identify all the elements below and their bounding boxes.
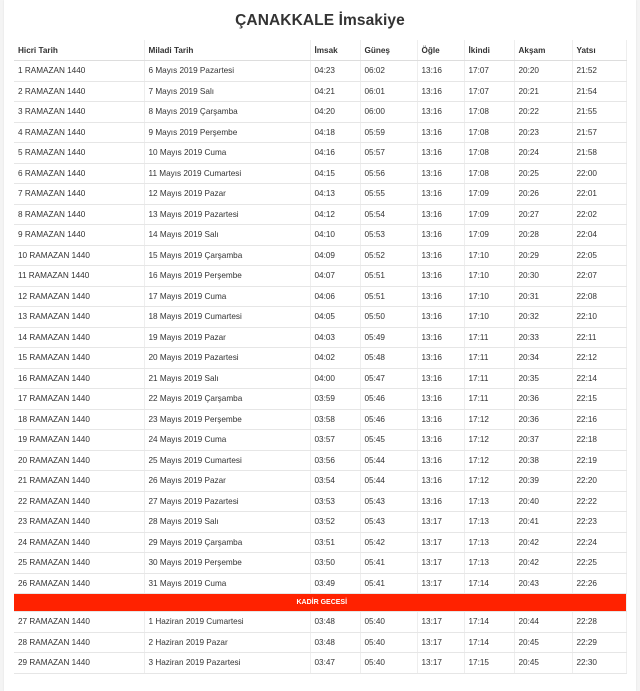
cell-gunes: 05:46 <box>360 389 417 410</box>
cell-ogle: 13:16 <box>417 327 464 348</box>
header-ikindi: İkindi <box>464 40 514 61</box>
table-row <box>14 632 626 653</box>
header-gunes: Güneş <box>360 40 417 61</box>
cell-imsak: 03:57 <box>310 430 360 451</box>
cell-ogle: 13:17 <box>417 512 464 533</box>
table-row <box>14 471 626 492</box>
cell-ogle: 13:16 <box>417 409 464 430</box>
cell-imsak: 04:05 <box>310 307 360 328</box>
cell-imsak: 03:59 <box>310 389 360 410</box>
table-row <box>14 553 626 574</box>
cell-aksam: 20:42 <box>514 532 572 553</box>
cell-imsak: 04:10 <box>310 225 360 246</box>
cell-imsak: 04:23 <box>310 61 360 82</box>
cell-hicri-tarih: 19 RAMAZAN 1440 <box>14 430 144 451</box>
cell-miladi-tarih: 1 Haziran 2019 Cumartesi <box>144 612 310 633</box>
cell-imsak: 04:00 <box>310 368 360 389</box>
cell-gunes: 05:44 <box>360 471 417 492</box>
cell-yatsi: 21:54 <box>572 81 626 102</box>
cell-imsak: 04:02 <box>310 348 360 369</box>
cell-gunes: 05:48 <box>360 348 417 369</box>
cell-imsak: 04:12 <box>310 204 360 225</box>
cell-ikindi: 17:11 <box>464 368 514 389</box>
cell-imsak: 03:47 <box>310 653 360 674</box>
header-hicri-tarih: Hicri Tarih <box>14 40 144 61</box>
cell-hicri-tarih: 15 RAMAZAN 1440 <box>14 348 144 369</box>
cell-miladi-tarih: 30 Mayıs 2019 Perşembe <box>144 553 310 574</box>
cell-ogle: 13:16 <box>417 307 464 328</box>
cell-aksam: 20:43 <box>514 573 572 594</box>
cell-aksam: 20:44 <box>514 612 572 633</box>
cell-aksam: 20:30 <box>514 266 572 287</box>
cell-miladi-tarih: 22 Mayıs 2019 Çarşamba <box>144 389 310 410</box>
cell-yatsi: 22:26 <box>572 573 626 594</box>
cell-miladi-tarih: 23 Mayıs 2019 Perşembe <box>144 409 310 430</box>
cell-ikindi: 17:07 <box>464 61 514 82</box>
cell-gunes: 05:52 <box>360 245 417 266</box>
cell-hicri-tarih: 6 RAMAZAN 1440 <box>14 163 144 184</box>
cell-miladi-tarih: 16 Mayıs 2019 Perşembe <box>144 266 310 287</box>
cell-imsak: 04:09 <box>310 245 360 266</box>
cell-gunes: 05:46 <box>360 409 417 430</box>
cell-yatsi: 22:22 <box>572 491 626 512</box>
cell-aksam: 20:38 <box>514 450 572 471</box>
cell-yatsi: 22:12 <box>572 348 626 369</box>
table-row <box>14 327 626 348</box>
cell-ogle: 13:16 <box>417 430 464 451</box>
cell-aksam: 20:42 <box>514 553 572 574</box>
table-row <box>14 512 626 533</box>
cell-ogle: 13:16 <box>417 122 464 143</box>
cell-gunes: 05:44 <box>360 450 417 471</box>
table-row <box>14 163 626 184</box>
cell-ikindi: 17:09 <box>464 225 514 246</box>
cell-miladi-tarih: 24 Mayıs 2019 Cuma <box>144 430 310 451</box>
cell-imsak: 04:06 <box>310 286 360 307</box>
cell-imsak: 03:53 <box>310 491 360 512</box>
cell-yatsi: 21:52 <box>572 61 626 82</box>
header-yatsi: Yatsı <box>572 40 626 61</box>
cell-aksam: 20:32 <box>514 307 572 328</box>
cell-aksam: 20:24 <box>514 143 572 164</box>
cell-aksam: 20:36 <box>514 409 572 430</box>
cell-hicri-tarih: 23 RAMAZAN 1440 <box>14 512 144 533</box>
cell-aksam: 20:21 <box>514 81 572 102</box>
cell-ogle: 13:16 <box>417 143 464 164</box>
cell-miladi-tarih: 31 Mayıs 2019 Cuma <box>144 573 310 594</box>
header-imsak: İmsak <box>310 40 360 61</box>
cell-gunes: 05:53 <box>360 225 417 246</box>
cell-imsak: 03:58 <box>310 409 360 430</box>
cell-ikindi: 17:09 <box>464 184 514 205</box>
header-ogle: Öğle <box>417 40 464 61</box>
cell-hicri-tarih: 8 RAMAZAN 1440 <box>14 204 144 225</box>
prayer-times-table <box>14 40 627 674</box>
cell-miladi-tarih: 14 Mayıs 2019 Salı <box>144 225 310 246</box>
cell-ogle: 13:16 <box>417 184 464 205</box>
cell-imsak: 03:48 <box>310 632 360 653</box>
cell-aksam: 20:26 <box>514 184 572 205</box>
table-row <box>14 266 626 287</box>
page-title: ÇANAKKALE İmsakiye <box>235 12 405 29</box>
cell-ikindi: 17:09 <box>464 204 514 225</box>
cell-miladi-tarih: 2 Haziran 2019 Pazar <box>144 632 310 653</box>
table-row <box>14 184 626 205</box>
cell-miladi-tarih: 15 Mayıs 2019 Çarşamba <box>144 245 310 266</box>
cell-ogle: 13:16 <box>417 102 464 123</box>
cell-aksam: 20:41 <box>514 512 572 533</box>
cell-yatsi: 22:14 <box>572 368 626 389</box>
cell-aksam: 20:34 <box>514 348 572 369</box>
table-row <box>14 573 626 594</box>
cell-hicri-tarih: 27 RAMAZAN 1440 <box>14 612 144 633</box>
cell-hicri-tarih: 9 RAMAZAN 1440 <box>14 225 144 246</box>
table-row <box>14 245 626 266</box>
table-row <box>14 307 626 328</box>
cell-ogle: 13:17 <box>417 612 464 633</box>
cell-hicri-tarih: 28 RAMAZAN 1440 <box>14 632 144 653</box>
table-row <box>14 122 626 143</box>
cell-gunes: 05:56 <box>360 163 417 184</box>
cell-yatsi: 22:05 <box>572 245 626 266</box>
cell-ikindi: 17:13 <box>464 512 514 533</box>
cell-yatsi: 22:30 <box>572 653 626 674</box>
cell-yatsi: 22:10 <box>572 307 626 328</box>
cell-miladi-tarih: 18 Mayıs 2019 Cumartesi <box>144 307 310 328</box>
cell-ogle: 13:16 <box>417 471 464 492</box>
cell-imsak: 03:51 <box>310 532 360 553</box>
cell-ikindi: 17:14 <box>464 632 514 653</box>
table-row <box>14 81 626 102</box>
cell-yatsi: 21:57 <box>572 122 626 143</box>
cell-gunes: 05:40 <box>360 653 417 674</box>
table-row <box>14 430 626 451</box>
cell-ikindi: 17:12 <box>464 450 514 471</box>
cell-gunes: 06:02 <box>360 61 417 82</box>
cell-miladi-tarih: 9 Mayıs 2019 Perşembe <box>144 122 310 143</box>
cell-imsak: 03:49 <box>310 573 360 594</box>
cell-ikindi: 17:08 <box>464 122 514 143</box>
cell-ogle: 13:16 <box>417 245 464 266</box>
cell-gunes: 06:01 <box>360 81 417 102</box>
cell-aksam: 20:39 <box>514 471 572 492</box>
cell-ikindi: 17:13 <box>464 532 514 553</box>
cell-miladi-tarih: 13 Mayıs 2019 Pazartesi <box>144 204 310 225</box>
cell-gunes: 05:59 <box>360 122 417 143</box>
cell-gunes: 05:45 <box>360 430 417 451</box>
cell-hicri-tarih: 16 RAMAZAN 1440 <box>14 368 144 389</box>
table-row <box>14 368 626 389</box>
cell-ogle: 13:17 <box>417 553 464 574</box>
cell-hicri-tarih: 20 RAMAZAN 1440 <box>14 450 144 471</box>
cell-aksam: 20:45 <box>514 653 572 674</box>
cell-yatsi: 22:01 <box>572 184 626 205</box>
cell-aksam: 20:23 <box>514 122 572 143</box>
cell-ogle: 13:16 <box>417 491 464 512</box>
table-row <box>14 348 626 369</box>
cell-aksam: 20:35 <box>514 368 572 389</box>
table-row <box>14 450 626 471</box>
cell-imsak: 03:52 <box>310 512 360 533</box>
cell-ikindi: 17:08 <box>464 163 514 184</box>
cell-hicri-tarih: 26 RAMAZAN 1440 <box>14 573 144 594</box>
cell-yatsi: 22:08 <box>572 286 626 307</box>
cell-yatsi: 22:16 <box>572 409 626 430</box>
cell-ogle: 13:16 <box>417 389 464 410</box>
cell-yatsi: 22:18 <box>572 430 626 451</box>
cell-yatsi: 22:20 <box>572 471 626 492</box>
cell-yatsi: 22:29 <box>572 632 626 653</box>
cell-ikindi: 17:12 <box>464 409 514 430</box>
cell-aksam: 20:29 <box>514 245 572 266</box>
cell-miladi-tarih: 7 Mayıs 2019 Salı <box>144 81 310 102</box>
cell-gunes: 05:55 <box>360 184 417 205</box>
cell-gunes: 06:00 <box>360 102 417 123</box>
cell-ikindi: 17:10 <box>464 307 514 328</box>
cell-hicri-tarih: 24 RAMAZAN 1440 <box>14 532 144 553</box>
cell-aksam: 20:33 <box>514 327 572 348</box>
cell-aksam: 20:20 <box>514 61 572 82</box>
cell-gunes: 05:42 <box>360 532 417 553</box>
cell-miladi-tarih: 3 Haziran 2019 Pazartesi <box>144 653 310 674</box>
cell-imsak: 03:48 <box>310 612 360 633</box>
cell-aksam: 20:37 <box>514 430 572 451</box>
cell-miladi-tarih: 10 Mayıs 2019 Cuma <box>144 143 310 164</box>
table-row <box>14 143 626 164</box>
cell-gunes: 05:40 <box>360 612 417 633</box>
cell-imsak: 04:18 <box>310 122 360 143</box>
cell-imsak: 03:54 <box>310 471 360 492</box>
cell-ikindi: 17:11 <box>464 348 514 369</box>
cell-ikindi: 17:07 <box>464 81 514 102</box>
header-aksam: Akşam <box>514 40 572 61</box>
cell-yatsi: 22:23 <box>572 512 626 533</box>
cell-miladi-tarih: 28 Mayıs 2019 Salı <box>144 512 310 533</box>
cell-gunes: 05:41 <box>360 553 417 574</box>
cell-imsak: 04:07 <box>310 266 360 287</box>
cell-hicri-tarih: 7 RAMAZAN 1440 <box>14 184 144 205</box>
cell-miladi-tarih: 8 Mayıs 2019 Çarşamba <box>144 102 310 123</box>
cell-ogle: 13:16 <box>417 61 464 82</box>
cell-hicri-tarih: 14 RAMAZAN 1440 <box>14 327 144 348</box>
cell-hicri-tarih: 17 RAMAZAN 1440 <box>14 389 144 410</box>
cell-ogle: 13:16 <box>417 348 464 369</box>
cell-hicri-tarih: 5 RAMAZAN 1440 <box>14 143 144 164</box>
table-row <box>14 409 626 430</box>
imsakiye-sheet <box>4 0 636 691</box>
cell-gunes: 05:43 <box>360 491 417 512</box>
cell-miladi-tarih: 12 Mayıs 2019 Pazar <box>144 184 310 205</box>
cell-aksam: 20:25 <box>514 163 572 184</box>
cell-hicri-tarih: 22 RAMAZAN 1440 <box>14 491 144 512</box>
cell-miladi-tarih: 27 Mayıs 2019 Pazartesi <box>144 491 310 512</box>
cell-hicri-tarih: 3 RAMAZAN 1440 <box>14 102 144 123</box>
table-body <box>14 61 626 674</box>
cell-yatsi: 22:07 <box>572 266 626 287</box>
cell-ogle: 13:16 <box>417 266 464 287</box>
cell-yatsi: 22:11 <box>572 327 626 348</box>
cell-imsak: 04:20 <box>310 102 360 123</box>
cell-ikindi: 17:10 <box>464 286 514 307</box>
cell-gunes: 05:40 <box>360 632 417 653</box>
table-row <box>14 102 626 123</box>
cell-hicri-tarih: 29 RAMAZAN 1440 <box>14 653 144 674</box>
cell-hicri-tarih: 2 RAMAZAN 1440 <box>14 81 144 102</box>
cell-yatsi: 22:15 <box>572 389 626 410</box>
cell-gunes: 05:43 <box>360 512 417 533</box>
cell-ikindi: 17:10 <box>464 245 514 266</box>
cell-miladi-tarih: 21 Mayıs 2019 Salı <box>144 368 310 389</box>
cell-imsak: 04:21 <box>310 81 360 102</box>
cell-miladi-tarih: 26 Mayıs 2019 Pazar <box>144 471 310 492</box>
table-row <box>14 491 626 512</box>
cell-ikindi: 17:12 <box>464 430 514 451</box>
cell-miladi-tarih: 19 Mayıs 2019 Pazar <box>144 327 310 348</box>
cell-imsak: 03:50 <box>310 553 360 574</box>
cell-aksam: 20:36 <box>514 389 572 410</box>
cell-miladi-tarih: 6 Mayıs 2019 Pazartesi <box>144 61 310 82</box>
cell-ikindi: 17:12 <box>464 471 514 492</box>
cell-gunes: 05:51 <box>360 266 417 287</box>
kadir-gecesi-label: KADİR GECESİ <box>14 594 626 612</box>
cell-imsak: 04:16 <box>310 143 360 164</box>
cell-ikindi: 17:08 <box>464 102 514 123</box>
cell-yatsi: 21:58 <box>572 143 626 164</box>
cell-yatsi: 21:55 <box>572 102 626 123</box>
kadir-gecesi-row <box>14 594 626 612</box>
cell-gunes: 05:49 <box>360 327 417 348</box>
cell-yatsi: 22:24 <box>572 532 626 553</box>
cell-ogle: 13:17 <box>417 573 464 594</box>
cell-gunes: 05:47 <box>360 368 417 389</box>
cell-aksam: 20:40 <box>514 491 572 512</box>
header-miladi-tarih: Miladi Tarih <box>144 40 310 61</box>
table-row <box>14 612 626 633</box>
cell-yatsi: 22:00 <box>572 163 626 184</box>
cell-imsak: 04:13 <box>310 184 360 205</box>
cell-ikindi: 17:11 <box>464 389 514 410</box>
cell-gunes: 05:54 <box>360 204 417 225</box>
cell-ogle: 13:17 <box>417 653 464 674</box>
cell-ogle: 13:16 <box>417 450 464 471</box>
cell-hicri-tarih: 10 RAMAZAN 1440 <box>14 245 144 266</box>
table-row <box>14 653 626 674</box>
cell-yatsi: 22:04 <box>572 225 626 246</box>
cell-ikindi: 17:14 <box>464 573 514 594</box>
cell-miladi-tarih: 25 Mayıs 2019 Cumartesi <box>144 450 310 471</box>
table-row <box>14 532 626 553</box>
cell-hicri-tarih: 1 RAMAZAN 1440 <box>14 61 144 82</box>
table-row <box>14 389 626 410</box>
cell-miladi-tarih: 29 Mayıs 2019 Çarşamba <box>144 532 310 553</box>
cell-miladi-tarih: 20 Mayıs 2019 Pazartesi <box>144 348 310 369</box>
cell-hicri-tarih: 12 RAMAZAN 1440 <box>14 286 144 307</box>
cell-ogle: 13:17 <box>417 532 464 553</box>
cell-ikindi: 17:13 <box>464 491 514 512</box>
cell-miladi-tarih: 11 Mayıs 2019 Cumartesi <box>144 163 310 184</box>
cell-ogle: 13:16 <box>417 225 464 246</box>
cell-imsak: 03:56 <box>310 450 360 471</box>
cell-gunes: 05:41 <box>360 573 417 594</box>
cell-ogle: 13:16 <box>417 286 464 307</box>
cell-ikindi: 17:14 <box>464 612 514 633</box>
table-row <box>14 225 626 246</box>
cell-aksam: 20:22 <box>514 102 572 123</box>
cell-hicri-tarih: 21 RAMAZAN 1440 <box>14 471 144 492</box>
cell-gunes: 05:51 <box>360 286 417 307</box>
cell-yatsi: 22:19 <box>572 450 626 471</box>
cell-hicri-tarih: 4 RAMAZAN 1440 <box>14 122 144 143</box>
cell-yatsi: 22:25 <box>572 553 626 574</box>
cell-imsak: 04:15 <box>310 163 360 184</box>
cell-hicri-tarih: 11 RAMAZAN 1440 <box>14 266 144 287</box>
cell-yatsi: 22:02 <box>572 204 626 225</box>
cell-yatsi: 22:28 <box>572 612 626 633</box>
cell-aksam: 20:28 <box>514 225 572 246</box>
cell-aksam: 20:45 <box>514 632 572 653</box>
cell-ogle: 13:16 <box>417 81 464 102</box>
cell-aksam: 20:27 <box>514 204 572 225</box>
table-row <box>14 204 626 225</box>
cell-hicri-tarih: 13 RAMAZAN 1440 <box>14 307 144 328</box>
cell-ikindi: 17:11 <box>464 327 514 348</box>
cell-ikindi: 17:15 <box>464 653 514 674</box>
cell-ogle: 13:17 <box>417 632 464 653</box>
table-header-row <box>14 40 626 61</box>
cell-ikindi: 17:10 <box>464 266 514 287</box>
cell-imsak: 04:03 <box>310 327 360 348</box>
cell-gunes: 05:50 <box>360 307 417 328</box>
cell-ogle: 13:16 <box>417 204 464 225</box>
cell-ikindi: 17:13 <box>464 553 514 574</box>
cell-hicri-tarih: 18 RAMAZAN 1440 <box>14 409 144 430</box>
cell-ogle: 13:16 <box>417 368 464 389</box>
cell-gunes: 05:57 <box>360 143 417 164</box>
cell-ogle: 13:16 <box>417 163 464 184</box>
cell-ikindi: 17:08 <box>464 143 514 164</box>
cell-aksam: 20:31 <box>514 286 572 307</box>
cell-hicri-tarih: 25 RAMAZAN 1440 <box>14 553 144 574</box>
table-row <box>14 61 626 82</box>
table-row <box>14 286 626 307</box>
cell-miladi-tarih: 17 Mayıs 2019 Cuma <box>144 286 310 307</box>
